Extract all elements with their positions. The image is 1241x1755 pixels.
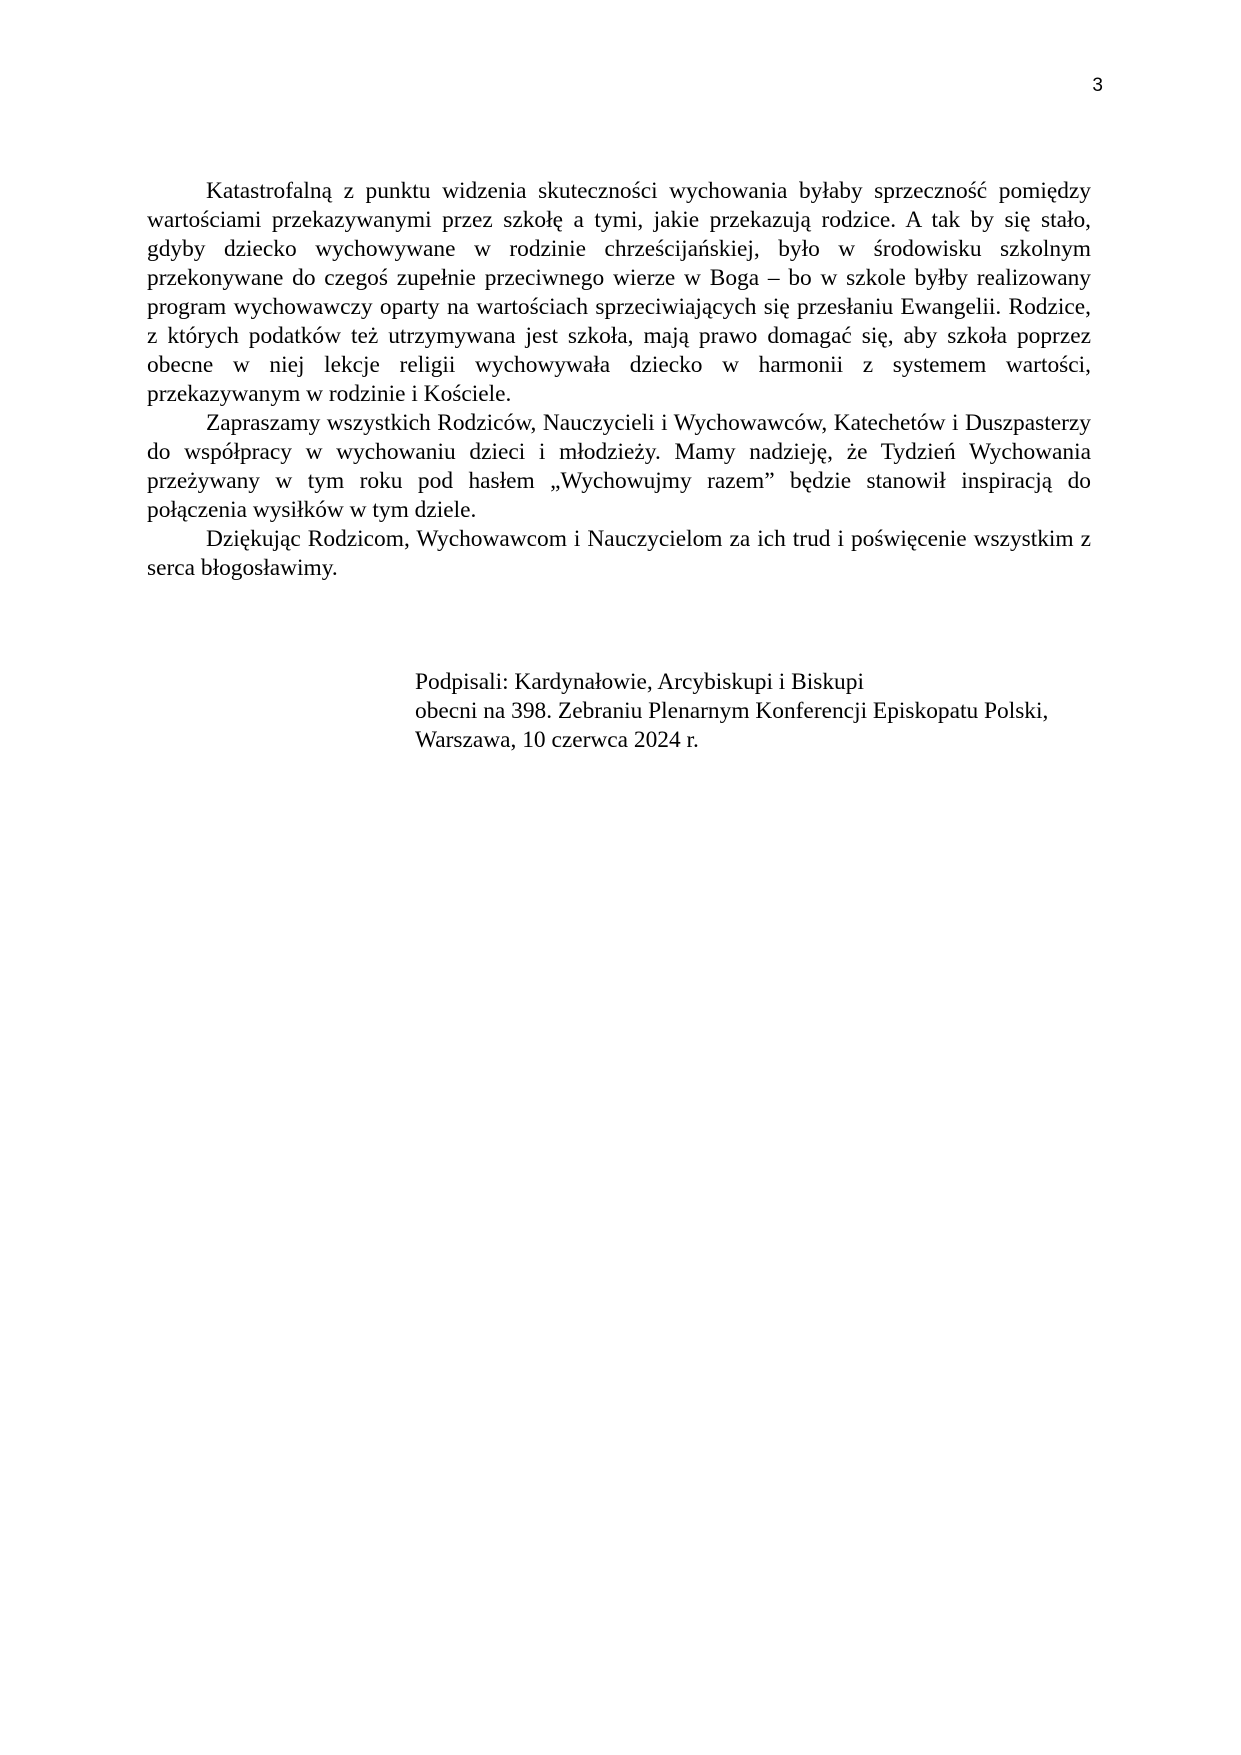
paragraph: Zapraszamy wszystkich Rodziców, Nauczycieli i Wychowawców, Katechetów i Duszpasterzy do współpracy w wychowaniu dzieci i młodzieży. Mamy nadzieję, że Tydzień Wychowania przeżywany w tym roku pod hasłem „Wychowujmy razem” będzie stanowił inspiracją do połączenia wysiłków w tym dziele. (147, 410, 1091, 523)
signature-line: Podpisali: Kardynałowie, Arcybiskupi i Biskupi (415, 669, 864, 695)
signature-line: Warszawa, 10 czerwca 2024 r. (415, 727, 699, 753)
signature-line: obecni na 398. Zebraniu Plenarnym Konferencji Episkopatu Polski, (415, 698, 1049, 724)
signature-block (415, 668, 1115, 755)
page-number: 3 (1092, 75, 1103, 96)
paragraph: Dziękując Rodzicom, Wychowawcom i Nauczycielom za ich trud i poświęcenie wszystkim z serca błogosławimy. (147, 526, 1091, 581)
paragraph: Katastrofalną z punktu widzenia skuteczności wychowania byłaby sprzeczność pomiędzy wartościami przekazywanymi przez szkołę a tymi, jakie przekazują rodzice. A tak by się stało, gdyby dziecko wychowywane w rodzinie chrześcijańskiej, było w środowisku szkolnym przekonywane do czegoś zupełnie przeciwnego wierze w Boga – bo w szkole byłby realizowany program wychowawczy oparty na wartościach sprzeciwiających się przesłaniu Ewangelii. Rodzice, z których podatków też utrzymywana jest szkoła, mają prawo domagać się, aby szkoła poprzez obecne w niej lekcje religii wychowywała dziecko w harmonii z systemem wartości, przekazywanym w rodzinie i Kościele. (147, 178, 1091, 407)
document-body (147, 177, 1091, 583)
